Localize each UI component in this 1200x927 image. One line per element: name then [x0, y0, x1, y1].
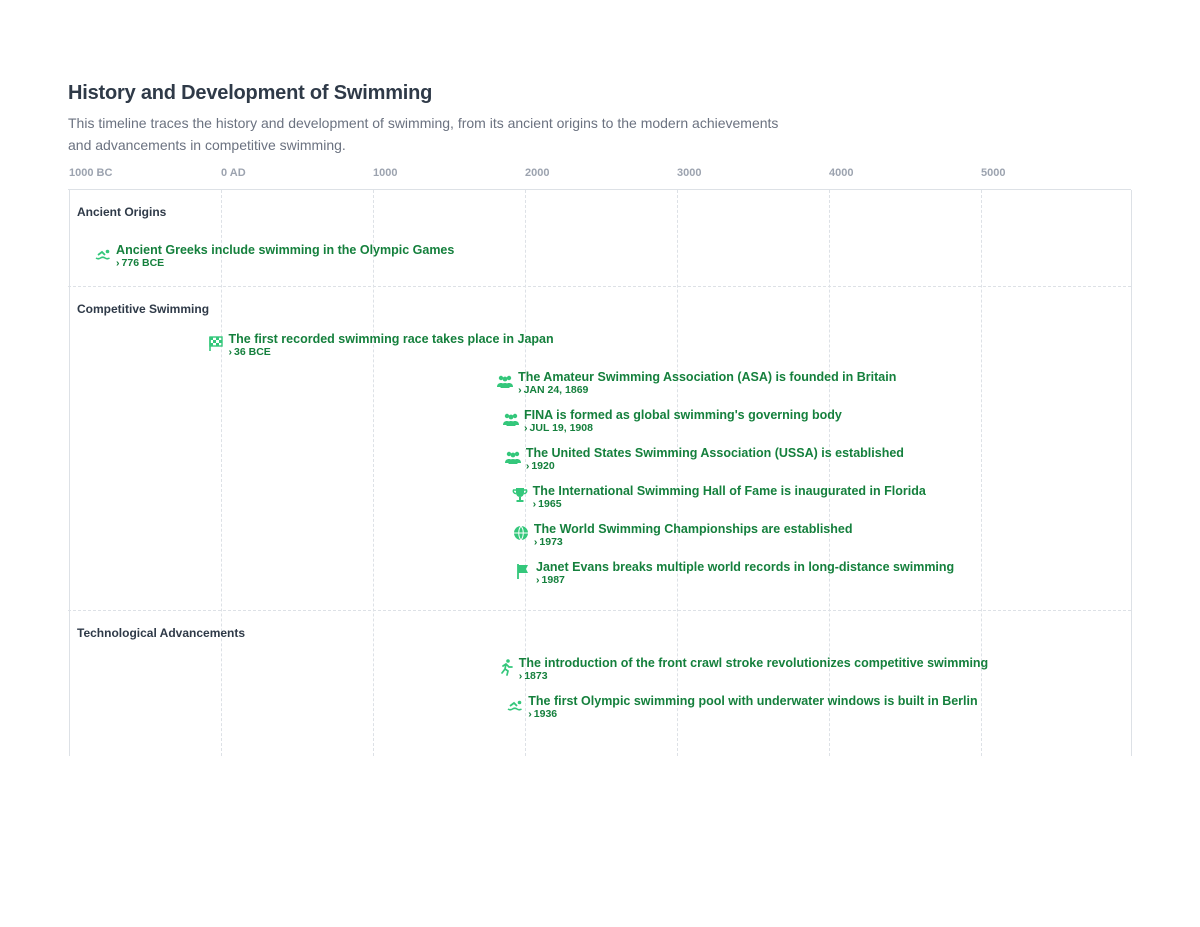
group-label: Competitive Swimming: [77, 302, 210, 316]
axis-tick-label: 5000: [981, 167, 1006, 179]
globe-icon: [512, 524, 530, 542]
event-date: › 1936: [528, 708, 977, 721]
timeline-frame: [68, 189, 1131, 190]
event-date: › 776 BCE: [116, 257, 454, 270]
event-date: › JAN 24, 1869: [518, 384, 896, 397]
axis-tick-label: 0 AD: [221, 167, 246, 179]
group-label: Ancient Origins: [77, 205, 167, 219]
event-label: The United States Swimming Association (USSA) is established: [525, 446, 904, 460]
event-label: The first recorded swimming race takes place in Japan: [228, 332, 554, 346]
event-date: › JUL 19, 1908: [524, 422, 842, 435]
group-separator: [68, 610, 1131, 611]
event-label: The Amateur Swimming Association (ASA) is founded in Britain: [518, 370, 897, 384]
axis-tick-label: 3000: [677, 167, 702, 179]
event-date: › 1873: [519, 670, 989, 683]
checkered-flag-icon: [207, 334, 225, 352]
event-date: › 1920: [526, 460, 904, 473]
event-date: › 36 BCE: [229, 346, 554, 359]
axis-tick-label: 2000: [525, 167, 550, 179]
grid-line: [1131, 190, 1132, 756]
group-icon: [502, 410, 520, 428]
grid-line: [373, 190, 374, 756]
swimmer-icon: [94, 245, 112, 263]
runner-icon: [497, 658, 515, 676]
group-icon: [496, 372, 514, 390]
group-separator: [68, 286, 1131, 287]
swimmer-icon: [506, 696, 524, 714]
event-label: Ancient Greeks include swimming in the Olympic Games: [116, 243, 455, 257]
event-label: The International Swimming Hall of Fame is inaugurated in Florida: [532, 484, 926, 498]
flag-icon: [514, 562, 532, 580]
event-date: › 1973: [534, 536, 853, 549]
page-subtitle: This timeline traces the history and development of swimming, from its ancient origins to the modern achievements and advancements in competitive swimming.: [68, 115, 779, 153]
axis-tick-label: 1000: [373, 167, 398, 179]
event-label: The first Olympic swimming pool with underwater windows is built in Berlin: [528, 694, 978, 708]
event-label: FINA is formed as global swimming's governing body: [524, 408, 842, 422]
axis-tick-label: 4000: [829, 167, 854, 179]
axis-tick-label: 1000 BC: [69, 167, 113, 179]
group-icon: [504, 448, 522, 466]
grid-line: [221, 190, 222, 756]
grid-line: [69, 190, 70, 756]
group-label: Technological Advancements: [77, 626, 246, 640]
event-date: › 1987: [536, 574, 954, 587]
page-title: History and Development of Swimming: [68, 82, 433, 104]
event-label: The introduction of the front crawl stroke revolutionizes competitive swimming: [518, 656, 989, 670]
trophy-icon: [511, 486, 529, 504]
event-label: Janet Evans breaks multiple world records in long-distance swimming: [536, 560, 955, 574]
event-label: The World Swimming Championships are established: [533, 522, 853, 536]
event-date: › 1965: [533, 498, 926, 511]
